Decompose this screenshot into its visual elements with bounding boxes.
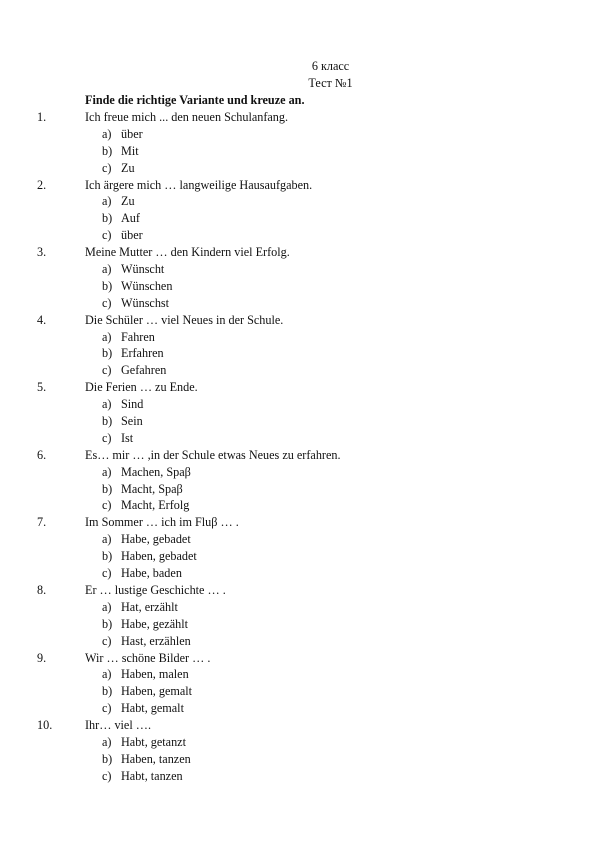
answer-option[interactable] xyxy=(0,193,595,210)
question-number: 4. xyxy=(37,312,47,327)
question-5 xyxy=(0,379,595,447)
question-row xyxy=(0,109,595,126)
option-text: Haben, gebadet xyxy=(121,549,197,564)
option-letter: b) xyxy=(102,684,113,699)
question-text: Meine Mutter … den Kindern viel Erfolg. xyxy=(85,245,290,260)
option-letter: a) xyxy=(102,397,112,412)
question-text: Ihr… viel …. xyxy=(85,718,152,733)
question-list xyxy=(0,109,595,785)
option-text: über xyxy=(121,126,143,141)
answer-option[interactable] xyxy=(0,616,595,633)
question-number: 9. xyxy=(37,650,47,665)
option-letter: a) xyxy=(102,667,112,682)
question-text: Es… mir … ,in der Schule etwas Neues zu erfahren. xyxy=(85,447,341,462)
question-6 xyxy=(0,447,595,515)
question-row xyxy=(0,514,595,531)
answer-option[interactable] xyxy=(0,227,595,244)
option-letter: b) xyxy=(102,481,113,496)
question-7 xyxy=(0,514,595,582)
option-letter: c) xyxy=(102,363,112,378)
option-text: Sind xyxy=(121,397,144,412)
option-text: Gefahren xyxy=(121,363,167,378)
option-text: Machen, Spaβ xyxy=(121,464,191,479)
option-text: Hat, erzählt xyxy=(121,599,178,614)
grade-label: 6 класс xyxy=(311,59,350,73)
option-letter: b) xyxy=(102,346,113,361)
option-text: Ist xyxy=(121,430,134,445)
option-text: Macht, Erfolg xyxy=(121,498,190,513)
question-number: 5. xyxy=(37,380,47,395)
answer-option[interactable] xyxy=(0,329,595,346)
question-8 xyxy=(0,582,595,650)
option-letter: a) xyxy=(102,532,112,547)
option-letter: c) xyxy=(102,633,112,648)
option-letter: b) xyxy=(102,414,113,429)
answer-option[interactable] xyxy=(0,464,595,481)
option-text: Habe, gebadet xyxy=(121,532,191,547)
option-letter: c) xyxy=(102,228,112,243)
option-letter: c) xyxy=(102,430,112,445)
option-letter: a) xyxy=(102,126,112,141)
option-text: Wünschst xyxy=(121,295,170,310)
option-text: Habt, tanzen xyxy=(121,768,183,783)
answer-option[interactable] xyxy=(0,345,595,362)
question-text: Er … lustige Geschichte … . xyxy=(85,582,226,597)
answer-option[interactable] xyxy=(0,143,595,160)
question-row xyxy=(0,312,595,329)
question-row xyxy=(0,650,595,667)
answer-option[interactable] xyxy=(0,683,595,700)
option-text: Mit xyxy=(121,143,139,158)
answer-option[interactable] xyxy=(0,430,595,447)
option-letter: a) xyxy=(102,734,112,749)
question-row xyxy=(0,379,595,396)
option-text: Fahren xyxy=(121,329,155,344)
question-10 xyxy=(0,717,595,785)
option-text: Sein xyxy=(121,414,143,429)
option-letter: b) xyxy=(102,549,113,564)
option-letter: c) xyxy=(102,160,112,175)
question-1 xyxy=(0,109,595,177)
option-letter: c) xyxy=(102,498,112,513)
option-text: Erfahren xyxy=(121,346,164,361)
answer-option[interactable] xyxy=(0,278,595,295)
answer-option[interactable] xyxy=(0,261,595,278)
option-text: Haben, tanzen xyxy=(121,751,191,766)
test-title: Тест №1 xyxy=(308,76,353,90)
option-letter: a) xyxy=(102,194,112,209)
question-3 xyxy=(0,244,595,312)
answer-option[interactable] xyxy=(0,362,595,379)
question-number: 8. xyxy=(37,582,47,597)
instruction: Finde die richtige Variante und kreuze an. xyxy=(85,93,305,107)
option-letter: c) xyxy=(102,295,112,310)
option-letter: a) xyxy=(102,599,112,614)
option-letter: a) xyxy=(102,464,112,479)
option-text: Habe, gezählt xyxy=(121,616,188,631)
answer-option[interactable] xyxy=(0,497,595,514)
question-row xyxy=(0,582,595,599)
answer-option[interactable] xyxy=(0,210,595,227)
option-text: über xyxy=(121,228,143,243)
option-text: Wünscht xyxy=(121,262,165,277)
answer-option[interactable] xyxy=(0,565,595,582)
option-letter: a) xyxy=(102,329,112,344)
answer-option[interactable] xyxy=(0,768,595,785)
option-letter: c) xyxy=(102,768,112,783)
option-text: Habt, getanzt xyxy=(121,734,186,749)
question-4 xyxy=(0,312,595,380)
option-letter: c) xyxy=(102,701,112,716)
question-text: Im Sommer … ich im Fluβ … . xyxy=(85,515,239,530)
question-number: 2. xyxy=(37,177,47,192)
question-text: Ich freue mich ... den neuen Schulanfang. xyxy=(85,110,289,124)
question-number: 6. xyxy=(37,447,47,462)
option-letter: b) xyxy=(102,616,113,631)
question-2 xyxy=(0,177,595,245)
option-letter: b) xyxy=(102,278,113,293)
question-text: Wir … schöne Bilder … . xyxy=(85,650,211,665)
option-text: Haben, gemalt xyxy=(121,684,193,699)
option-letter: c) xyxy=(102,566,112,581)
option-letter: b) xyxy=(102,211,113,226)
answer-option[interactable] xyxy=(0,295,595,312)
answer-option[interactable] xyxy=(0,396,595,413)
answer-option[interactable] xyxy=(0,126,595,143)
question-number: 10. xyxy=(37,718,53,733)
answer-option[interactable] xyxy=(0,633,595,650)
question-number: 1. xyxy=(37,110,47,124)
question-row xyxy=(0,177,595,194)
answer-option[interactable] xyxy=(0,160,595,177)
option-letter: b) xyxy=(102,751,113,766)
answer-option[interactable] xyxy=(0,599,595,616)
option-text: Habt, gemalt xyxy=(121,701,184,716)
answer-option[interactable] xyxy=(0,666,595,683)
option-text: Macht, Spaβ xyxy=(121,481,183,496)
answer-option[interactable] xyxy=(0,700,595,717)
answer-option[interactable] xyxy=(0,481,595,498)
option-letter: a) xyxy=(102,262,112,277)
option-text: Auf xyxy=(121,211,140,226)
answer-option[interactable] xyxy=(0,751,595,768)
option-letter: b) xyxy=(102,143,113,158)
option-text: Habe, baden xyxy=(121,566,182,581)
answer-option[interactable] xyxy=(0,734,595,751)
question-row xyxy=(0,447,595,464)
answer-option[interactable] xyxy=(0,413,595,430)
option-text: Haben, malen xyxy=(121,667,189,682)
question-9 xyxy=(0,650,595,718)
question-text: Die Schüler … viel Neues in der Schule. xyxy=(85,312,284,327)
option-text: Zu xyxy=(121,160,135,175)
question-number: 3. xyxy=(37,245,47,260)
question-text: Ich ärgere mich … langweilige Hausaufgaben. xyxy=(85,177,313,192)
answer-option[interactable] xyxy=(0,548,595,565)
option-text: Hast, erzählen xyxy=(121,633,191,648)
question-row xyxy=(0,244,595,261)
question-row xyxy=(0,717,595,734)
option-text: Wünschen xyxy=(121,278,173,293)
option-text: Zu xyxy=(121,194,135,209)
answer-option[interactable] xyxy=(0,531,595,548)
question-number: 7. xyxy=(37,515,47,530)
question-text: Die Ferien … zu Ende. xyxy=(85,380,198,395)
